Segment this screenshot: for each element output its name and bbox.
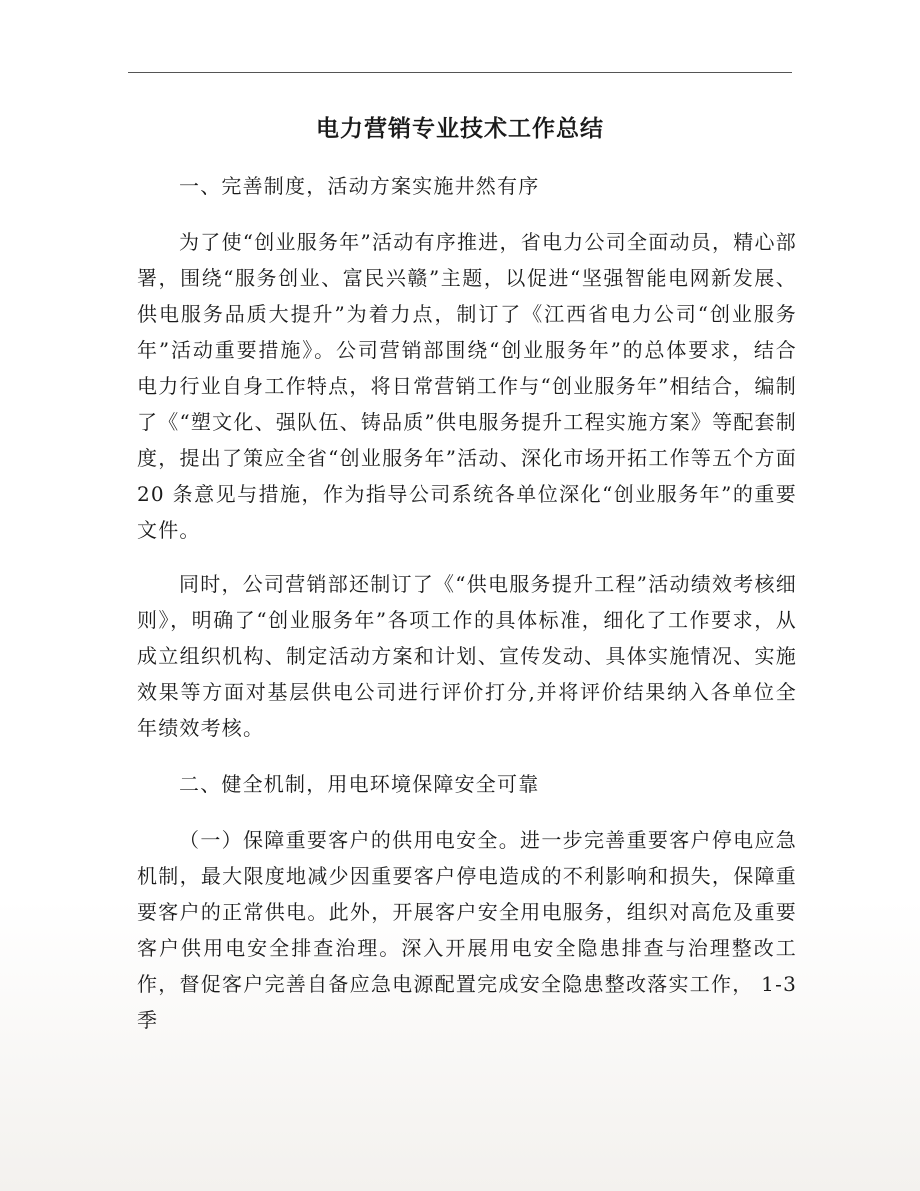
section-heading-1: 一、完善制度，活动方案实施井然有序 <box>179 174 540 198</box>
document-body <box>137 168 797 1038</box>
document-title: 电力营销专业技术工作总结 <box>316 115 604 142</box>
header-rule <box>128 72 792 73</box>
paragraph: 同时，公司营销部还制订了《“供电服务提升工程”活动绩效考核细则》，明确了“创业服务年”各项工作的具体标准，细化了工作要求，从成立组织机构、制定活动方案和计划、宣传发动、具体实施情况、实施效果等方面对基层供电公司进行评价打分,并将评价结果纳入各单位全年绩效考核。 <box>137 572 797 740</box>
paragraph: 为了使“创业服务年”活动有序推进，省电力公司全面动员，精心部署，围绕“服务创业、富民兴赣”主题，以促进“坚强智能电网新发展、供电服务品质大提升”为着力点，制订了《江西省电力公司“创业服务年”活动重要措施》。公司营销部围绕“创业服务年”的总体要求，结合电力行业自身工作特点，将日常营销工作与“创业服务年”相结合，编制了《“塑文化、强队伍、铸品质”供电服务提升工程实施方案》等配套制度，提出了策应全省“创业服务年”活动、深化市场开拓工作等五个方面 20 条意见与措施，作为指导公司系统各单位深化“创业服务年”的重要文件。 <box>137 230 797 542</box>
paragraph: （一）保障重要客户的供用电安全。进一步完善重要客户停电应急机制，最大限度地减少因重要客户停电造成的不利影响和损失，保障重要客户的正常供电。此外，开展客户安全用电服务，组织对高危及重要客户供用电安全排查治理。深入开展用电安全隐患排查与治理整改工作，督促客户完善自备应急电源配置完成安全隐患整改落实工作， 1-3 季 <box>137 828 797 1032</box>
section-heading-2: 二、健全机制，用电环境保障安全可靠 <box>179 772 540 796</box>
